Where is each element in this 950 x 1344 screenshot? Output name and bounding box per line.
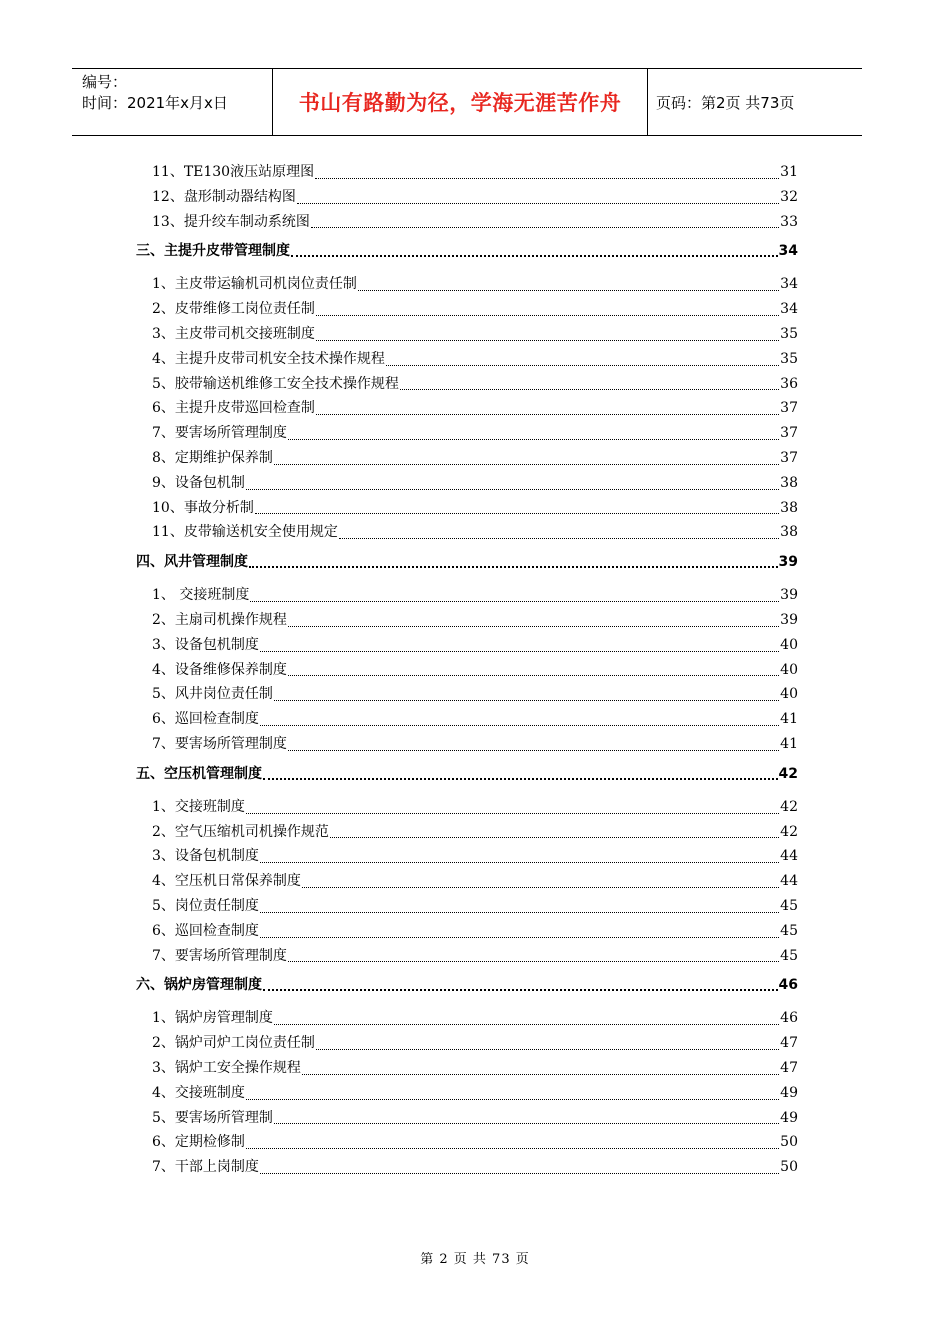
- toc-leader-dots: [260, 937, 779, 938]
- toc-section-entry[interactable]: [136, 973, 798, 997]
- toc-entry[interactable]: [136, 347, 798, 372]
- toc-leader-dots: [315, 178, 779, 179]
- toc-entry-page: 44: [780, 848, 798, 865]
- toc-entry-label: 2、空气压缩机司机操作规范: [152, 823, 329, 840]
- toc-entry-page: 46: [780, 1010, 798, 1027]
- toc-entry-label: 6、主提升皮带巡回检查制: [152, 400, 315, 417]
- toc-leader-dots: [274, 700, 779, 701]
- toc-leader-dots: [246, 1148, 779, 1149]
- toc-entry-label: 10、事故分析制: [152, 499, 254, 516]
- toc-leader-dots: [274, 464, 779, 465]
- toc-entry-page: 38: [780, 474, 798, 491]
- toc-entry-page: 47: [780, 1059, 798, 1076]
- toc-entry-label: 五、空压机管理制度: [136, 765, 262, 782]
- toc-entry[interactable]: [136, 919, 798, 944]
- toc-leader-dots: [302, 887, 779, 888]
- toc-entry-label: 5、胶带输送机维修工安全技术操作规程: [152, 375, 399, 392]
- toc-entry[interactable]: [136, 1006, 798, 1031]
- toc-entry[interactable]: [136, 682, 798, 707]
- toc-leader-dots: [297, 203, 779, 204]
- toc-entry-label: 四、风井管理制度: [136, 554, 248, 571]
- toc-entry-label: 5、要害场所管理制: [152, 1109, 273, 1126]
- toc-entry-page: 49: [780, 1084, 798, 1101]
- toc-leader-dots: [339, 538, 779, 539]
- toc-entry-page: 31: [780, 164, 798, 180]
- toc-section-entry[interactable]: [136, 550, 798, 574]
- toc-entry-page: 37: [780, 449, 798, 466]
- toc-section-entry[interactable]: [136, 762, 798, 786]
- toc-entry[interactable]: [136, 608, 798, 633]
- toc-entry-label: 5、风井岗位责任制: [152, 686, 273, 703]
- toc-entry-label: 11、皮带输送机安全使用规定: [152, 524, 338, 541]
- toc-entry-label: 11、TE130液压站原理图: [152, 164, 315, 180]
- toc-entry-page: 50: [780, 1159, 798, 1176]
- toc-entry-label: 7、要害场所管理制度: [152, 425, 287, 442]
- toc-entry-label: 6、巡回检查制度: [152, 711, 259, 728]
- toc-entry-label: 1、 交接班制度: [152, 587, 250, 604]
- toc-entry[interactable]: [136, 795, 798, 820]
- toc-entry-label: 六、锅炉房管理制度: [136, 977, 262, 994]
- toc-entry[interactable]: [136, 1106, 798, 1131]
- toc-entry-label: 1、主皮带运输机司机岗位责任制: [152, 276, 357, 293]
- toc-entry-page: 50: [780, 1134, 798, 1151]
- toc-entry-label: 3、设备包机制度: [152, 848, 259, 865]
- toc-entry-label: 4、交接班制度: [152, 1084, 245, 1101]
- toc-leader-dots: [263, 778, 778, 780]
- toc-entry-label: 7、要害场所管理制度: [152, 947, 287, 964]
- toc-leader-dots: [250, 601, 779, 602]
- toc-entry-label: 4、主提升皮带司机安全技术操作规程: [152, 350, 385, 367]
- toc-leader-dots: [260, 1173, 779, 1174]
- toc-entry[interactable]: [136, 944, 798, 969]
- toc-entry-page: 34: [780, 301, 798, 318]
- toc-entry-label: 6、巡回检查制度: [152, 922, 259, 939]
- toc-leader-dots: [316, 1049, 779, 1050]
- toc-entry-label: 2、锅炉司炉工岗位责任制: [152, 1035, 315, 1052]
- page-header: [72, 68, 862, 136]
- toc-entry-label: 2、主扇司机操作规程: [152, 611, 287, 628]
- toc-entry-page: 42: [780, 823, 798, 840]
- toc-entry-page: 47: [780, 1035, 798, 1052]
- toc-entry[interactable]: [136, 894, 798, 919]
- toc-entry[interactable]: [136, 732, 798, 757]
- toc-leader-dots: [400, 389, 779, 390]
- toc-entry-label: 3、设备包机制度: [152, 636, 259, 653]
- toc-leader-dots: [330, 837, 779, 838]
- header-motto: 书山有路勤为径，学海无涯苦作舟: [273, 69, 648, 135]
- toc-entry-page: 37: [780, 425, 798, 442]
- toc-entry-label: 7、要害场所管理制度: [152, 735, 287, 752]
- toc-entry-page: 39: [780, 611, 798, 628]
- toc-entry[interactable]: [136, 1130, 798, 1155]
- toc-entry[interactable]: [136, 520, 798, 545]
- toc-leader-dots: [311, 227, 779, 228]
- toc-leader-dots: [302, 1074, 779, 1075]
- toc-leader-dots: [263, 989, 778, 991]
- toc-entry[interactable]: [136, 496, 798, 521]
- toc-entry-label: 6、定期检修制: [152, 1134, 245, 1151]
- toc-entry[interactable]: [136, 185, 798, 210]
- toc-entry-page: 45: [780, 947, 798, 964]
- toc-entry-label: 8、定期维护保养制: [152, 449, 273, 466]
- toc-leader-dots: [291, 255, 778, 257]
- toc-entry-page: 45: [780, 922, 798, 939]
- toc-entry-page: 44: [780, 873, 798, 890]
- toc-leader-dots: [274, 1024, 779, 1025]
- toc-leader-dots: [274, 1123, 779, 1124]
- toc-entry-label: 13、提升绞车制动系统图: [152, 213, 310, 230]
- toc-entry-page: 42: [778, 765, 798, 782]
- toc-entry-page: 41: [780, 735, 798, 752]
- toc-leader-dots: [246, 1099, 779, 1100]
- toc-entry-label: 9、设备包机制: [152, 474, 245, 491]
- toc-entry-label: 三、主提升皮带管理制度: [136, 243, 290, 260]
- toc-entry[interactable]: [136, 396, 798, 421]
- toc-entry-label: 4、空压机日常保养制度: [152, 873, 301, 890]
- toc-entry[interactable]: [136, 844, 798, 869]
- toc-leader-dots: [246, 813, 779, 814]
- toc-entry-page: 45: [780, 897, 798, 914]
- toc-entry-page: 40: [780, 661, 798, 678]
- toc-entry-label: 3、锅炉工安全操作规程: [152, 1059, 301, 1076]
- toc-entry-page: 32: [780, 188, 798, 205]
- toc-entry-page: 42: [780, 798, 798, 815]
- toc-entry[interactable]: [136, 471, 798, 496]
- toc-entry-label: 7、干部上岗制度: [152, 1159, 259, 1176]
- toc-leader-dots: [288, 439, 779, 440]
- toc-entry[interactable]: [136, 633, 798, 658]
- toc-entry-page: 35: [780, 325, 798, 342]
- toc-entry-page: 34: [778, 243, 798, 260]
- table-of-contents: [136, 160, 798, 1180]
- toc-entry-label: 3、主皮带司机交接班制度: [152, 325, 315, 342]
- toc-leader-dots: [288, 675, 779, 676]
- toc-leader-dots: [255, 513, 779, 514]
- page-footer: 第 2 页 共 73 页: [420, 1252, 530, 1267]
- toc-entry-page: 38: [780, 524, 798, 541]
- toc-entry-page: 46: [778, 977, 798, 994]
- toc-entry[interactable]: [136, 583, 798, 608]
- toc-entry[interactable]: [136, 1155, 798, 1180]
- toc-entry-page: 39: [778, 554, 798, 571]
- toc-entry-page: 37: [780, 400, 798, 417]
- toc-leader-dots: [358, 290, 779, 291]
- toc-entry[interactable]: [136, 272, 798, 297]
- toc-entry-label: 12、盘形制动器结构图: [152, 188, 296, 205]
- toc-entry-label: 5、岗位责任制度: [152, 897, 259, 914]
- toc-leader-dots: [288, 626, 779, 627]
- toc-entry[interactable]: [136, 658, 798, 683]
- toc-entry[interactable]: [136, 421, 798, 446]
- toc-entry-page: 49: [780, 1109, 798, 1126]
- toc-entry-label: 4、设备维修保养制度: [152, 661, 287, 678]
- toc-entry-page: 38: [780, 499, 798, 516]
- toc-entry[interactable]: [136, 1081, 798, 1106]
- toc-leader-dots: [316, 315, 779, 316]
- toc-entry[interactable]: [136, 1031, 798, 1056]
- document-number-label: 编号：: [82, 73, 128, 91]
- toc-entry-page: 33: [780, 213, 798, 230]
- toc-entry-page: 39: [780, 587, 798, 604]
- toc-entry[interactable]: [136, 446, 798, 471]
- toc-entry-page: 40: [780, 686, 798, 703]
- toc-leader-dots: [260, 862, 779, 863]
- toc-leader-dots: [386, 365, 779, 366]
- toc-leader-dots: [288, 750, 779, 751]
- toc-entry[interactable]: [136, 820, 798, 845]
- toc-entry[interactable]: [136, 210, 798, 235]
- toc-entry[interactable]: [136, 372, 798, 397]
- toc-entry-page: 41: [780, 711, 798, 728]
- toc-entry-label: 1、锅炉房管理制度: [152, 1010, 273, 1027]
- toc-entry-page: 35: [780, 350, 798, 367]
- toc-leader-dots: [249, 566, 778, 568]
- toc-leader-dots: [260, 725, 779, 726]
- header-page-info: 页码：第2页 共73页: [656, 93, 795, 112]
- toc-entry[interactable]: [136, 322, 798, 347]
- toc-entry[interactable]: [136, 707, 798, 732]
- toc-leader-dots: [316, 340, 779, 341]
- toc-entry[interactable]: [136, 297, 798, 322]
- toc-entry-page: 34: [780, 276, 798, 293]
- toc-entry-label: 2、皮带维修工岗位责任制: [152, 301, 315, 318]
- toc-entry[interactable]: [136, 160, 798, 185]
- toc-entry-page: 40: [780, 636, 798, 653]
- toc-leader-dots: [260, 651, 779, 652]
- toc-entry-page: 36: [780, 375, 798, 392]
- header-meta: [72, 69, 273, 135]
- toc-entry[interactable]: [136, 869, 798, 894]
- toc-leader-dots: [246, 489, 779, 490]
- toc-leader-dots: [288, 961, 779, 962]
- toc-leader-dots: [260, 912, 779, 913]
- document-time: 时间：2021年x月x日: [82, 94, 228, 112]
- toc-entry-label: 1、交接班制度: [152, 798, 245, 815]
- toc-entry[interactable]: [136, 1056, 798, 1081]
- toc-section-entry[interactable]: [136, 239, 798, 263]
- toc-leader-dots: [316, 414, 779, 415]
